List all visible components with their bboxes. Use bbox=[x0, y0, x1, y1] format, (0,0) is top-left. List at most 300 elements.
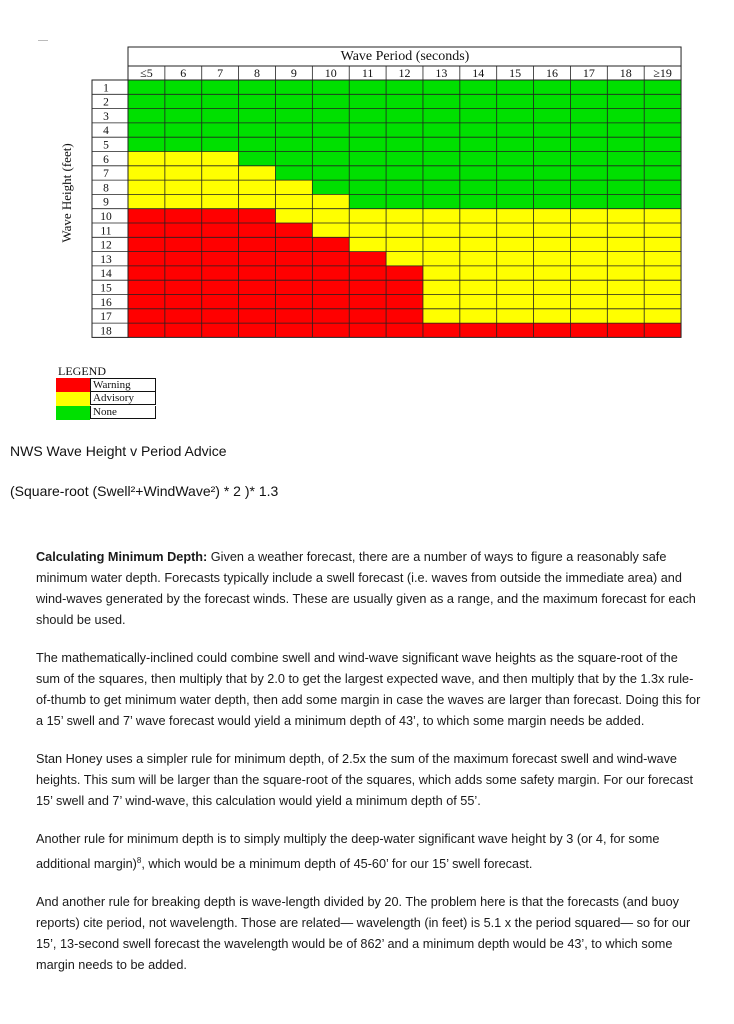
heatmap-cell bbox=[202, 309, 239, 323]
heatmap-cell bbox=[349, 137, 386, 151]
heatmap-cell bbox=[165, 166, 202, 180]
heatmap-cell bbox=[386, 152, 423, 166]
heatmap-cell bbox=[386, 309, 423, 323]
heatmap-cell bbox=[239, 152, 276, 166]
heatmap-cell bbox=[312, 252, 349, 266]
heatmap-cell bbox=[607, 266, 644, 280]
heatmap-cell bbox=[460, 280, 497, 294]
heatmap-cell bbox=[497, 323, 534, 337]
heatmap-cell bbox=[423, 194, 460, 208]
y-tick-label: 14 bbox=[100, 268, 112, 281]
y-tick-label: 12 bbox=[100, 239, 112, 252]
heatmap-cell bbox=[460, 237, 497, 251]
heatmap-cell bbox=[497, 109, 534, 123]
paragraph-text: Given a weather forecast, there are a number of ways to figure a reasonably safe minimum water depth. Forecasts typically include a swell forecast (i.e. waves from outside the immediate area) and wind-waves generated by the forecast winds. These are usually given as a range, and the maximum forecast for each should be used. bbox=[36, 550, 696, 627]
heatmap-cell bbox=[386, 123, 423, 137]
heatmap-cell bbox=[497, 223, 534, 237]
heatmap-cell bbox=[386, 94, 423, 108]
heatmap-cell bbox=[349, 223, 386, 237]
article-body bbox=[36, 547, 704, 993]
heatmap-cell bbox=[349, 109, 386, 123]
x-tick-label: 7 bbox=[217, 66, 224, 80]
y-tick-label: 18 bbox=[100, 325, 112, 338]
heatmap-cell bbox=[128, 252, 165, 266]
heatmap-cell bbox=[349, 94, 386, 108]
heatmap-cell bbox=[349, 266, 386, 280]
heatmap-cell bbox=[312, 80, 349, 94]
heatmap-cell bbox=[570, 137, 607, 151]
heatmap-cell bbox=[644, 166, 681, 180]
heatmap-cell bbox=[644, 223, 681, 237]
heatmap-cell bbox=[349, 194, 386, 208]
heatmap-cell bbox=[128, 80, 165, 94]
x-tick-label: 18 bbox=[619, 66, 632, 80]
heatmap-cell bbox=[128, 280, 165, 294]
legend-item-warning bbox=[56, 378, 156, 392]
heatmap-cell bbox=[644, 280, 681, 294]
heatmap-cell bbox=[312, 280, 349, 294]
heatmap-cell bbox=[460, 109, 497, 123]
y-tick-label: 15 bbox=[100, 282, 112, 295]
heatmap-cell bbox=[202, 295, 239, 309]
heatmap-cell bbox=[607, 180, 644, 194]
heatmap-cell bbox=[386, 109, 423, 123]
heatmap-cell bbox=[460, 80, 497, 94]
heatmap-cell bbox=[275, 237, 312, 251]
heatmap-cell bbox=[534, 266, 571, 280]
heatmap-cell bbox=[644, 295, 681, 309]
heatmap-cell bbox=[607, 137, 644, 151]
y-tick-label: 4 bbox=[103, 125, 109, 138]
heatmap-cell bbox=[165, 152, 202, 166]
paragraph-multiply-rule bbox=[36, 829, 704, 875]
heatmap-cell bbox=[607, 280, 644, 294]
heatmap-cell bbox=[644, 309, 681, 323]
heatmap-cell bbox=[570, 209, 607, 223]
heatmap-cell bbox=[534, 252, 571, 266]
y-tick-label: 8 bbox=[103, 182, 109, 195]
heatmap-cell bbox=[570, 94, 607, 108]
heatmap-cell bbox=[460, 266, 497, 280]
x-tick-labels bbox=[140, 66, 672, 80]
heatmap-cell bbox=[644, 266, 681, 280]
heatmap-cell bbox=[386, 80, 423, 94]
legend-title: LEGEND bbox=[58, 364, 106, 378]
x-tick-label: 17 bbox=[582, 66, 595, 80]
heatmap-cell bbox=[423, 237, 460, 251]
x-tick-label: 16 bbox=[546, 66, 559, 80]
heatmap-cell bbox=[460, 180, 497, 194]
heatmap-cell bbox=[460, 309, 497, 323]
heatmap-cell bbox=[460, 223, 497, 237]
heatmap-cell bbox=[275, 223, 312, 237]
heatmap-cell bbox=[423, 295, 460, 309]
heatmap-cell bbox=[239, 252, 276, 266]
heatmap-cell bbox=[165, 237, 202, 251]
heatmap-cell bbox=[644, 323, 681, 337]
heatmap-cell bbox=[275, 94, 312, 108]
heatmap-cell bbox=[275, 295, 312, 309]
heatmap-cell bbox=[423, 152, 460, 166]
heatmap-cell bbox=[128, 323, 165, 337]
x-tick-label: 10 bbox=[324, 66, 337, 80]
heatmap-cell bbox=[570, 180, 607, 194]
heatmap-cell bbox=[386, 223, 423, 237]
heatmap-cell bbox=[202, 123, 239, 137]
heatmap-cell bbox=[386, 180, 423, 194]
heatmap-cell bbox=[275, 194, 312, 208]
heatmap-cell bbox=[644, 80, 681, 94]
wave-advice-heatmap bbox=[0, 0, 734, 345]
heatmap-cell bbox=[202, 323, 239, 337]
heatmap-cell bbox=[570, 109, 607, 123]
heatmap-cell bbox=[275, 323, 312, 337]
heatmap-cell bbox=[607, 94, 644, 108]
heatmap-cell bbox=[349, 209, 386, 223]
heatmap-cell bbox=[349, 323, 386, 337]
heatmap-cell bbox=[312, 109, 349, 123]
heatmap-cell bbox=[497, 94, 534, 108]
footnote-ref: 8 bbox=[136, 856, 142, 865]
heatmap-cell bbox=[275, 137, 312, 151]
heatmap-cell bbox=[423, 223, 460, 237]
heatmap-cell bbox=[165, 209, 202, 223]
heatmap-cell bbox=[570, 166, 607, 180]
heatmap-cell bbox=[497, 309, 534, 323]
heatmap-cell bbox=[239, 180, 276, 194]
heatmap-cell bbox=[570, 309, 607, 323]
legend-item-advisory bbox=[56, 392, 156, 406]
heatmap-cell bbox=[202, 280, 239, 294]
heatmap-cell bbox=[423, 280, 460, 294]
heatmap-cell bbox=[202, 137, 239, 151]
heatmap-cell bbox=[497, 194, 534, 208]
heatmap-cell bbox=[275, 309, 312, 323]
heatmap-cell bbox=[644, 123, 681, 137]
heatmap-cell bbox=[239, 295, 276, 309]
heatmap-cell bbox=[128, 123, 165, 137]
heatmap-cell bbox=[460, 194, 497, 208]
x-axis-title: Wave Period (seconds) bbox=[340, 49, 470, 64]
heatmap-cell bbox=[423, 166, 460, 180]
heatmap-cell bbox=[275, 266, 312, 280]
heatmap-cell bbox=[570, 295, 607, 309]
x-tick-label: 6 bbox=[180, 66, 187, 80]
heatmap-cell bbox=[497, 266, 534, 280]
heatmap-cell bbox=[607, 152, 644, 166]
heatmap-cell bbox=[202, 94, 239, 108]
y-tick-labels bbox=[100, 82, 112, 337]
heatmap-cell bbox=[607, 252, 644, 266]
heatmap-cell bbox=[386, 194, 423, 208]
heatmap-cell bbox=[570, 266, 607, 280]
paragraph-wavelength: And another rule for breaking depth is wave-length divided by 20. The problem here is that the forecasts (and buoy reports) cite period, not wavelength. Those are related— wavelength (in feet) is 5.1 x the period squared— so for our 15’, 13-second swell forecast the wavelength would be of 862’ and a minimum depth would be 43’, to which some margin needs to be added. bbox=[36, 895, 691, 973]
heatmap-cell bbox=[239, 166, 276, 180]
heatmap-cell bbox=[534, 295, 571, 309]
heatmap-cell bbox=[312, 295, 349, 309]
heatmap-cell bbox=[165, 194, 202, 208]
heatmap-cell bbox=[202, 266, 239, 280]
legend-item-none bbox=[56, 406, 156, 420]
heatmap-cell bbox=[386, 166, 423, 180]
heatmap-cell bbox=[349, 295, 386, 309]
heatmap-cell bbox=[644, 152, 681, 166]
heatmap-cell bbox=[239, 209, 276, 223]
x-tick-label: 9 bbox=[290, 66, 297, 80]
y-tick-label: 7 bbox=[103, 168, 109, 181]
heatmap-cell bbox=[202, 194, 239, 208]
heatmap-cell bbox=[570, 194, 607, 208]
y-tick-label: 1 bbox=[103, 82, 109, 95]
heatmap-cell bbox=[644, 209, 681, 223]
paragraph-heading: Calculating Minimum Depth: bbox=[36, 550, 208, 564]
y-tick-label: 9 bbox=[103, 196, 109, 209]
heatmap-cell bbox=[534, 180, 571, 194]
heatmap-cell bbox=[275, 280, 312, 294]
paragraph-text: , which would be a minimum depth of 45-60’ for our 15’ swell forecast. bbox=[141, 857, 533, 872]
heatmap-cell bbox=[239, 194, 276, 208]
heatmap-cell bbox=[497, 209, 534, 223]
heatmap-cell bbox=[607, 295, 644, 309]
heatmap-cell bbox=[534, 166, 571, 180]
heatmap-cell bbox=[128, 223, 165, 237]
heatmap-cell bbox=[607, 194, 644, 208]
heatmap-cell bbox=[570, 280, 607, 294]
legend-swatch-none bbox=[56, 406, 90, 420]
x-tick-label: 11 bbox=[361, 66, 374, 80]
heatmap-cell bbox=[275, 80, 312, 94]
y-tick-label: 5 bbox=[103, 139, 109, 152]
heatmap-cell bbox=[534, 109, 571, 123]
heatmap-cell bbox=[607, 223, 644, 237]
y-axis-title: Wave Height (feet) bbox=[59, 143, 74, 243]
paragraph-math: The mathematically-inclined could combine swell and wind-wave significant wave heights as the square-root of the sum of the squares, then multiply that by 2.0 to get the largest expected wave, and then multiply that by the 1.3x rule-of-thumb to get minimum water depth, then add some margin in case the waves are larger than forecast. Doing this for a 15’ swell and 7’ wave forecast would yield a minimum depth of 43’, to which some margin needs be added. bbox=[36, 651, 701, 728]
heatmap-cell bbox=[423, 123, 460, 137]
heatmap-cell bbox=[570, 323, 607, 337]
heatmap-cell bbox=[497, 123, 534, 137]
heatmap-cell bbox=[460, 94, 497, 108]
heatmap-cell bbox=[497, 252, 534, 266]
heatmap-cell bbox=[460, 295, 497, 309]
y-tick-label: 10 bbox=[100, 211, 112, 223]
heatmap-cell bbox=[386, 252, 423, 266]
heatmap-cell bbox=[165, 309, 202, 323]
heatmap-cell bbox=[312, 266, 349, 280]
heatmap-cell bbox=[644, 194, 681, 208]
heatmap-cell bbox=[644, 252, 681, 266]
heatmap-cell bbox=[128, 309, 165, 323]
heatmap-cell bbox=[570, 80, 607, 94]
y-tick-label: 2 bbox=[103, 96, 109, 109]
heatmap-cell bbox=[128, 295, 165, 309]
heatmap-cell bbox=[239, 237, 276, 251]
heatmap-cell bbox=[607, 323, 644, 337]
heatmap-cell bbox=[202, 152, 239, 166]
heatmap-cell bbox=[423, 109, 460, 123]
heatmap-cell bbox=[497, 280, 534, 294]
heatmap-cell bbox=[312, 309, 349, 323]
legend-label-warning: Warning bbox=[90, 378, 156, 392]
heatmap-cell bbox=[312, 166, 349, 180]
heatmap-cell bbox=[386, 280, 423, 294]
heatmap-cell bbox=[128, 152, 165, 166]
legend bbox=[56, 378, 156, 420]
legend-swatch-warning bbox=[56, 378, 90, 392]
heatmap-cell bbox=[312, 180, 349, 194]
heatmap-cell bbox=[128, 209, 165, 223]
heatmap-cell bbox=[275, 180, 312, 194]
heatmap-cell bbox=[386, 137, 423, 151]
heatmap-cell bbox=[349, 280, 386, 294]
heatmap-cell bbox=[497, 295, 534, 309]
x-tick-label: 12 bbox=[398, 66, 411, 80]
heatmap-cell bbox=[312, 94, 349, 108]
heatmap-cell bbox=[349, 252, 386, 266]
heatmap-cell bbox=[312, 152, 349, 166]
y-tick-label: 3 bbox=[103, 110, 109, 123]
heatmap-cell bbox=[460, 166, 497, 180]
heatmap-cell bbox=[423, 309, 460, 323]
heatmap-cell bbox=[497, 137, 534, 151]
x-tick-label: 13 bbox=[435, 66, 448, 80]
heatmap-cell bbox=[202, 252, 239, 266]
heatmap-cell bbox=[202, 209, 239, 223]
heatmap-cell bbox=[534, 152, 571, 166]
heatmap-cell bbox=[312, 237, 349, 251]
paragraph-min-depth bbox=[36, 547, 704, 631]
x-tick-label: 14 bbox=[472, 66, 485, 80]
heatmap-cell bbox=[460, 209, 497, 223]
heatmap-cell bbox=[128, 180, 165, 194]
heatmap-cell bbox=[607, 123, 644, 137]
formula-caption: (Square-root (Swell²+WindWave²) * 2 )* 1.3 bbox=[10, 483, 279, 499]
heatmap-cell bbox=[534, 137, 571, 151]
heatmap-cell bbox=[497, 166, 534, 180]
heatmap-cell bbox=[239, 137, 276, 151]
heatmap-cell bbox=[607, 166, 644, 180]
heatmap-cell bbox=[165, 180, 202, 194]
heatmap-cell bbox=[423, 266, 460, 280]
heatmap-cell bbox=[460, 323, 497, 337]
heatmap-cell bbox=[534, 123, 571, 137]
heatmap-cell bbox=[423, 137, 460, 151]
heatmap-cell bbox=[423, 180, 460, 194]
heatmap-cell bbox=[607, 237, 644, 251]
heatmap-cell bbox=[644, 180, 681, 194]
heatmap-cell bbox=[386, 295, 423, 309]
heatmap-cell bbox=[165, 295, 202, 309]
chart-caption: NWS Wave Height v Period Advice bbox=[10, 443, 227, 459]
heatmap-cell bbox=[165, 123, 202, 137]
heatmap-cell bbox=[202, 109, 239, 123]
heatmap-cell bbox=[644, 109, 681, 123]
heatmap-cell bbox=[202, 237, 239, 251]
x-tick-label: 15 bbox=[509, 66, 522, 80]
heatmap-cell bbox=[349, 180, 386, 194]
heatmap-cell bbox=[349, 166, 386, 180]
heatmap-cell bbox=[275, 109, 312, 123]
heatmap-cell bbox=[275, 252, 312, 266]
heatmap-cell bbox=[312, 323, 349, 337]
heatmap-cell bbox=[497, 152, 534, 166]
x-tick-label: ≥19 bbox=[653, 66, 672, 80]
heatmap-cell bbox=[165, 280, 202, 294]
paragraph-stan-honey: Stan Honey uses a simpler rule for minimum depth, of 2.5x the sum of the maximum forecast swell and wind-wave heights. This sum will be larger than the square-root of the squares, which adds some safety margin. For our forecast 15’ swell and 7’ wind-wave, this calculation would yield a minimum depth of 55’. bbox=[36, 752, 694, 808]
y-tick-label: 13 bbox=[100, 253, 112, 266]
heatmap-cell bbox=[128, 109, 165, 123]
heatmap-cell bbox=[534, 209, 571, 223]
heatmap-cell bbox=[460, 137, 497, 151]
heatmap-cell bbox=[570, 237, 607, 251]
heatmap-cell bbox=[644, 94, 681, 108]
heatmap-cell bbox=[312, 209, 349, 223]
heatmap-cell bbox=[202, 80, 239, 94]
heatmap-cell bbox=[202, 223, 239, 237]
heatmap-cell bbox=[165, 252, 202, 266]
heatmap-cell bbox=[275, 166, 312, 180]
heatmap-cell bbox=[349, 152, 386, 166]
y-tick-label: 16 bbox=[100, 296, 112, 309]
heatmap-cell bbox=[239, 80, 276, 94]
paragraph-text: Another rule for minimum depth is to simply multiply the deep-water significant wave height by 3 (or 4, for some additional margin) bbox=[36, 832, 660, 872]
heatmap-cell bbox=[165, 323, 202, 337]
heatmap-cell bbox=[128, 194, 165, 208]
heatmap-cell bbox=[607, 209, 644, 223]
y-tick-label: 6 bbox=[103, 153, 109, 166]
heatmap-cell bbox=[349, 237, 386, 251]
legend-label-none: None bbox=[90, 406, 156, 419]
heatmap-cell bbox=[423, 252, 460, 266]
heatmap-cell bbox=[165, 266, 202, 280]
heatmap-cell bbox=[460, 252, 497, 266]
legend-label-advisory: Advisory bbox=[90, 392, 156, 405]
heatmap-cell bbox=[165, 223, 202, 237]
legend-swatch-advisory bbox=[56, 392, 90, 406]
heatmap-cell bbox=[460, 152, 497, 166]
heatmap-cell bbox=[534, 194, 571, 208]
heatmap-cell bbox=[534, 223, 571, 237]
heatmap-cell bbox=[312, 137, 349, 151]
heatmap-cell bbox=[239, 223, 276, 237]
heatmap-cell bbox=[534, 309, 571, 323]
heatmap-cell bbox=[534, 237, 571, 251]
heatmap-cell bbox=[239, 123, 276, 137]
heatmap-cell bbox=[607, 80, 644, 94]
heatmap-cell bbox=[239, 280, 276, 294]
heatmap-cell bbox=[275, 123, 312, 137]
heatmap-cell bbox=[386, 209, 423, 223]
heatmap-cell bbox=[644, 137, 681, 151]
heatmap-cell bbox=[570, 223, 607, 237]
heatmap-cell bbox=[165, 94, 202, 108]
heatmap-cell bbox=[128, 137, 165, 151]
heatmap-cell bbox=[312, 223, 349, 237]
heatmap-cell bbox=[423, 209, 460, 223]
heatmap-cell bbox=[239, 94, 276, 108]
heatmap-cell bbox=[386, 266, 423, 280]
heatmap-cell bbox=[312, 194, 349, 208]
heatmap-cell bbox=[423, 80, 460, 94]
heatmap-cell bbox=[202, 180, 239, 194]
heatmap-cell bbox=[128, 237, 165, 251]
heatmap-cell bbox=[386, 237, 423, 251]
heatmap-cell bbox=[534, 94, 571, 108]
heatmap-cell bbox=[275, 152, 312, 166]
heatmap-cell bbox=[349, 123, 386, 137]
heatmap-cell bbox=[239, 266, 276, 280]
heatmap-cell bbox=[275, 209, 312, 223]
heatmap-cell bbox=[349, 80, 386, 94]
